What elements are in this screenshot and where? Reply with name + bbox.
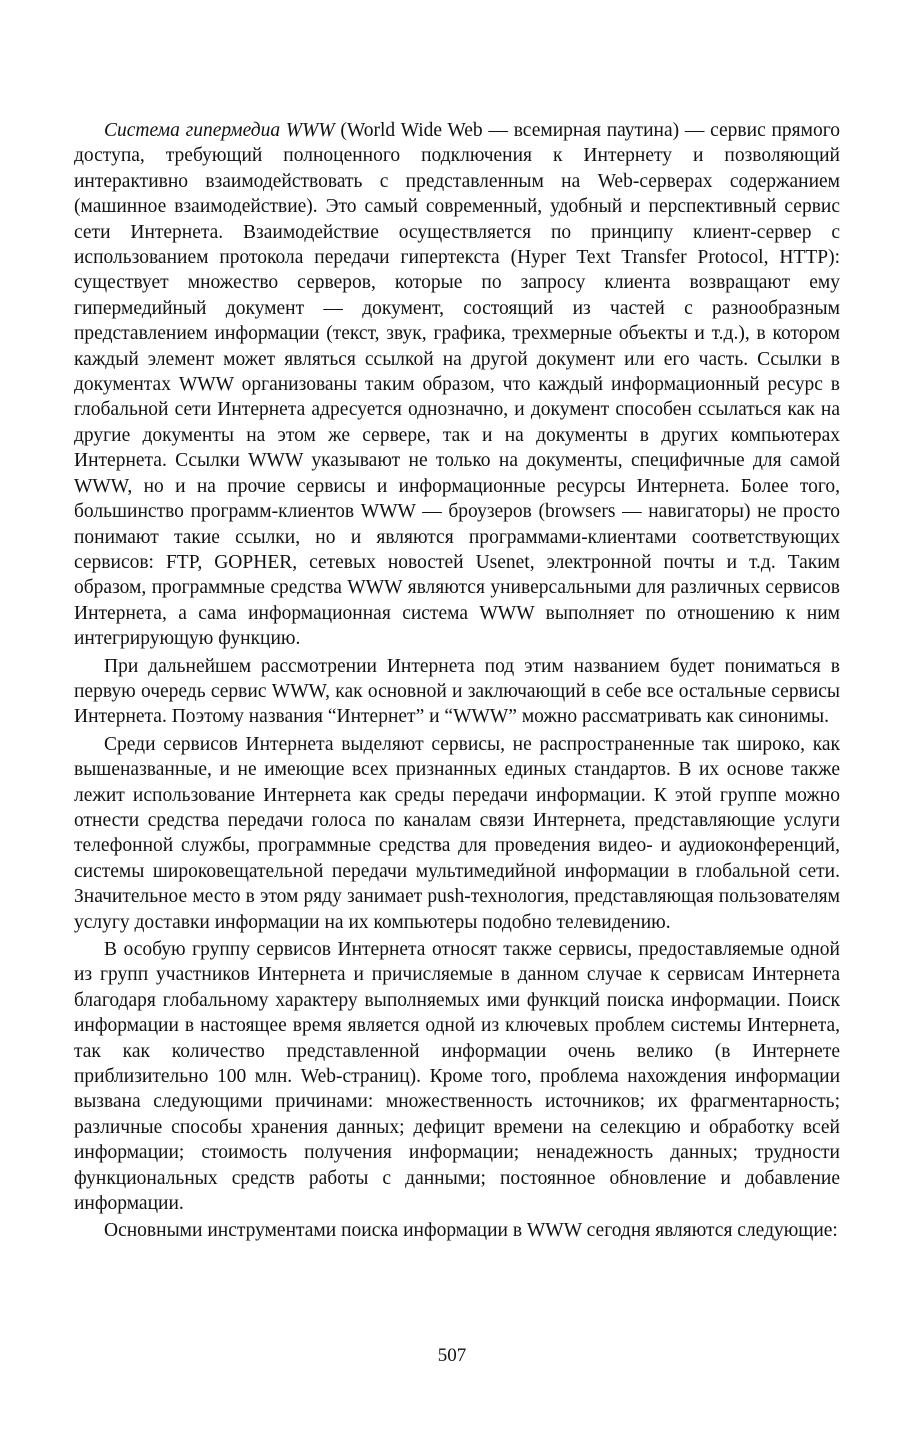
page-number: 507 xyxy=(437,1345,467,1366)
paragraph-text: Основными инструментами поиска информации в WWW сегодня являются следующие: xyxy=(104,1220,838,1242)
paragraph-www xyxy=(74,118,840,652)
paragraph-other-services xyxy=(74,732,840,935)
paragraph-search-services xyxy=(74,937,840,1216)
paragraph-text: В особую группу сервисов Интернета относят также сервисы, предоставляемые одной из групп участников Интернета и причисляемые в данном случае к сервисам Интернета благодаря глобальному характеру выполняемых ими функций поиска информации. Поиск информации в настоящее время является одной из ключевых проблем системы Интернета, так как количество представленной информации очень велико (в Интернете приблизительно 100 млн. Web-страниц). Кроме того, проблема нахождения информации вызвана следующими причинами: множественность источников; их фрагментарность; различные способы хранения данных; дефицит времени на селекцию и обработку всей информации; стоимость получения информации; ненадежность данных; трудности функциональных средств работы с данными; постоянное обновление и добавление информации. xyxy=(74,939,840,1215)
paragraph-search-tools xyxy=(74,1218,840,1243)
page-body xyxy=(74,118,840,1244)
paragraph-synonyms xyxy=(74,654,840,730)
paragraph-text: Среди сервисов Интернета выделяют сервисы, не распространенные так широко, как вышеназванные, и не имеющие всех признанных единых стандартов. В их основе также лежит использование Интернета как среды передачи информации. К этой группе можно отнести средства передачи голоса по каналам связи Интернета, представляющие услуги телефонной службы, программные средства для проведения видео- и аудиоконференций, системы широковещательной передачи мультимедийной информации в глобальной сети. Значительное место в этом ряду занимает push-технология, представляющая пользователям услугу доставки информации на их компьютеры подобно телевидению. xyxy=(74,733,840,933)
paragraph-text: При дальнейшем рассмотрении Интернета под этим названием будет пониматься в первую очередь сервис WWW, как основной и заключающий в себе все остальные сервисы Интернета. Поэтому названия “Интернет” и “WWW” можно рассматривать как синонимы. xyxy=(74,655,840,728)
paragraph-lead-term: Система гипермедиа WWW xyxy=(104,120,335,141)
paragraph-text: (World Wide Web — всемирная паутина) — сервис прямого доступа, требующий полноценного подключения к Интернету и позволяющий интерактивно взаимодействовать с представленным на Web-серверах содержанием (машинное взаимодействие). Это самый современный, удобный и перспективный сервис сети Интернета. Взаимодействие осуществляется по принципу клиент-сервер с использованием протокола передачи гипертекста (Hyper Text Transfer Protocol, HTTP): существует множество серверов, которые по запросу клиента возвращают ему гипермедийный документ — документ, состоящий из частей с разнообразным представлением информации (текст, звук, графика, трехмерные объекты и т.д.), в котором каждый элемент может являться ссылкой на другой документ или его часть. Ссылки в документах WWW организованы таким образом, что каждый информационный ресурс в глобальной сети Интернета адресуется однозначно, и документ способен ссылаться как на другие документы на этом же сервере, так и на документы в других компьютерах Интернета. Ссылки WWW указывают не только на документы, специфичные для самой WWW, но и на прочие сервисы и информационные ресурсы Интернета. Более того, большинство программ-клиентов WWW — броузеров (browsers — навигаторы) не просто понимают такие ссылки, но и являются программами-клиентами соответствующих сервисов: FTP, GOPHER, сетевых новостей Usenet, электронной почты и т.д. Таким образом, программные средства WWW являются универсальными для различных сервисов Интернета, а сама информационная система WWW выполняет по отношению к ним интегрирующую функцию. xyxy=(74,120,840,650)
